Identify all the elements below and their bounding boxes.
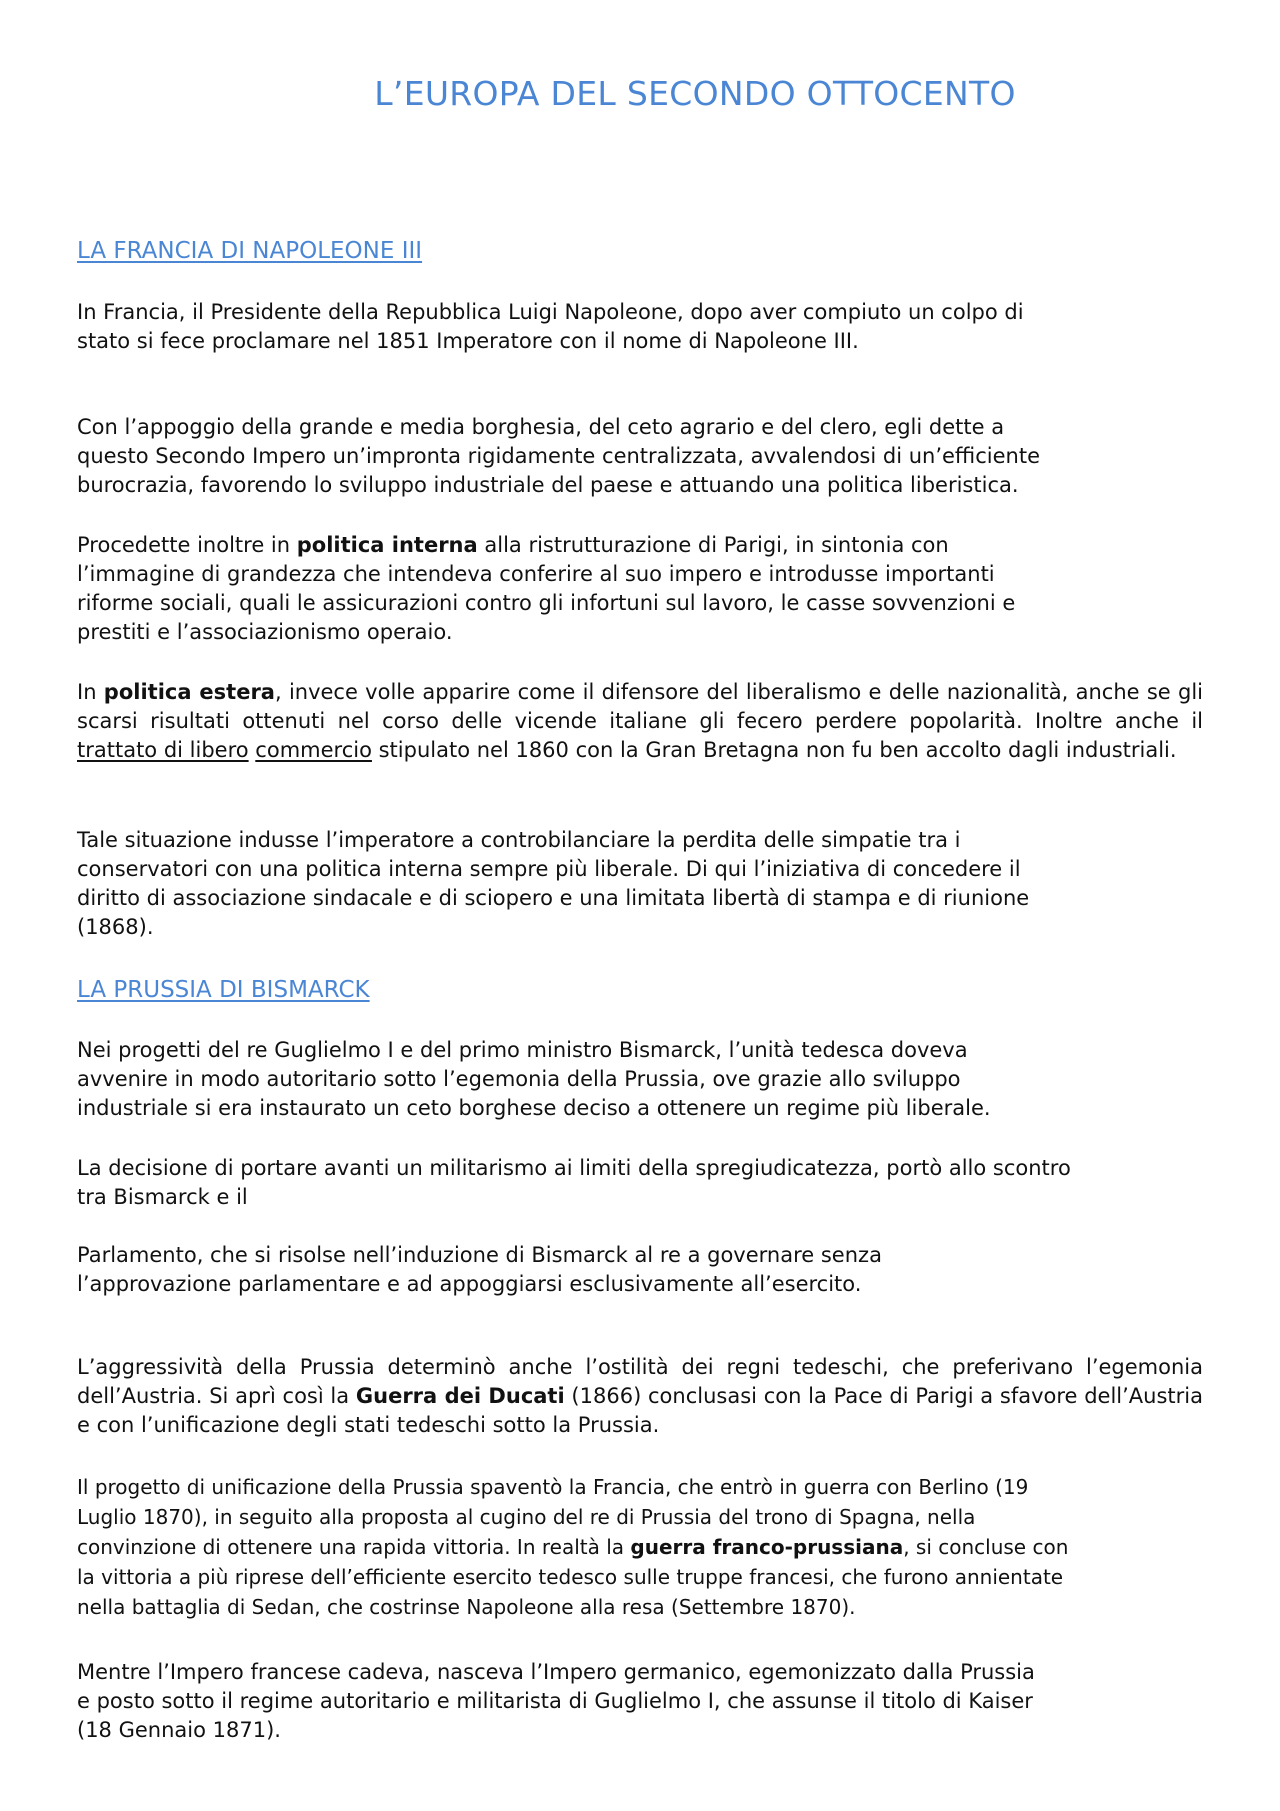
text-fragment: In — [77, 680, 104, 704]
text-fragment: Procedette inoltre in — [77, 533, 297, 557]
underlined-text: trattato di libero — [77, 738, 249, 762]
text-line: avvenire in modo autoritario sotto l’egemonia della Prussia, ove grazie allo sviluppo — [77, 1067, 961, 1091]
text-line: La decisione di portare avanti un militarismo ai limiti della spregiudicatezza, portò allo scontro — [77, 1156, 1071, 1180]
text-line: (18 Gennaio 1871). — [77, 1718, 281, 1742]
text-line: tra Bismarck e il — [77, 1185, 248, 1209]
text-fragment: , invece volle apparire come il difensore del liberalismo e delle nazionalità, anche se gli scarsi risultati ottenuti nel corso delle vicende italiane gli fecero perdere popolarità. Inoltre anche il — [77, 680, 1203, 733]
text-fragment: , si concluse con — [903, 1535, 1069, 1559]
text-line: Mentre l’Impero francese cadeva, nasceva l’Impero germanico, egemonizzato dalla Prussia — [77, 1660, 1035, 1684]
text-line: prestiti e l’associazionismo operaio. — [77, 620, 453, 644]
section-heading-prussia: LA PRUSSIA DI BISMARCK — [77, 977, 370, 1003]
paragraph-francia-5 — [77, 826, 1203, 942]
text-fragment: (1866) conclusasi con la Pace di Parigi a sfavore dell’Austria e con l’unificazione degli stati tedeschi sotto la Prussia. — [77, 1384, 1203, 1437]
text-line: la vittoria a più riprese dell’efficiente esercito tedesco sulle truppe francesi, che furono annientate — [77, 1565, 1064, 1589]
bold-term: Guerra dei Ducati — [355, 1384, 565, 1408]
paragraph-prussia-6 — [77, 1658, 1203, 1745]
text-line: questo Secondo Impero un’impronta rigidamente centralizzata, avvalendosi di un’efficiente — [77, 444, 1040, 468]
text-line: Tale situazione indusse l’imperatore a controbilanciare la perdita delle simpatie tra i — [77, 828, 961, 852]
text-fragment: alla ristrutturazione di Parigi, in sintonia con — [477, 533, 949, 557]
paragraph-prussia-4 — [77, 1353, 1203, 1440]
text-line: stato si fece proclamare nel 1851 Imperatore con il nome di Napoleone III. — [77, 329, 859, 353]
bold-term: guerra franco-prussiana — [630, 1535, 904, 1559]
text-line: Il progetto di unificazione della Prussia spaventò la Francia, che entrò in guerra con Berlino (19 — [77, 1475, 1029, 1499]
text-line: Nei progetti del re Guglielmo I e del primo ministro Bismarck, l’unità tedesca doveva — [77, 1038, 968, 1062]
paragraph-francia-1 — [77, 298, 1203, 356]
paragraph-francia-3 — [77, 531, 1203, 647]
paragraph-prussia-1 — [77, 1036, 1203, 1123]
section-heading-francia: LA FRANCIA DI NAPOLEONE III — [77, 238, 423, 264]
text-line: (1868). — [77, 915, 154, 939]
paragraph-francia-2 — [77, 413, 1203, 500]
paragraph-prussia-5 — [77, 1472, 1203, 1622]
text-line: In Francia, il Presidente della Repubblica Luigi Napoleone, dopo aver compiuto un colpo di — [77, 300, 1024, 324]
underlined-text: commercio — [255, 738, 372, 762]
paragraph-prussia-3 — [77, 1241, 1203, 1299]
paragraph-francia-4 — [77, 678, 1203, 765]
text-line: nella battaglia di Sedan, che costrinse Napoleone alla resa (Settembre 1870). — [77, 1595, 856, 1619]
text-line: riforme sociali, quali le assicurazioni contro gli infortuni sul lavoro, le casse sovvenzioni e — [77, 591, 1016, 615]
text-line: l’immagine di grandezza che intendeva conferire al suo impero e introdusse importanti — [77, 562, 995, 586]
bold-term: politica interna — [296, 533, 478, 557]
text-line: Con l’appoggio della grande e media borghesia, del ceto agrario e del clero, egli dette a — [77, 415, 1005, 439]
text-line: Luglio 1870), in seguito alla proposta al cugino del re di Prussia del trono di Spagna, nella — [77, 1505, 976, 1529]
text-line: conservatori con una politica interna sempre più liberale. Di qui l’iniziativa di concedere il — [77, 857, 1021, 881]
text-line: e posto sotto il regime autoritario e militarista di Guglielmo I, che assunse il titolo di Kaiser — [77, 1689, 1033, 1713]
text-line: Parlamento, che si risolse nell’induzione di Bismarck al re a governare senza — [77, 1243, 882, 1267]
document-title: L’EUROPA DEL SECONDO OTTOCENTO — [374, 74, 1016, 113]
text-line: diritto di associazione sindacale e di sciopero e una limitata libertà di stampa e di riunione — [77, 886, 1030, 910]
text-fragment: L’aggressività della Prussia determinò anche l’ostilità dei regni tedeschi, che preferivano l’egemonia dell’Austria. Si aprì così la — [77, 1355, 1203, 1408]
text-line: burocrazia, favorendo lo sviluppo industriale del paese e attuando una politica liberistica. — [77, 473, 1019, 497]
paragraph-prussia-2 — [77, 1154, 1203, 1212]
text-fragment: convinzione di ottenere una rapida vittoria. In realtà la — [77, 1535, 631, 1559]
text-line: industriale si era instaurato un ceto borghese deciso a ottenere un regime più liberale. — [77, 1096, 991, 1120]
text-fragment: stipulato nel 1860 con la Gran Bretagna non fu ben accolto dagli industriali. — [371, 738, 1177, 762]
bold-term: politica estera — [103, 680, 275, 704]
text-line: l’approvazione parlamentare e ad appoggiarsi esclusivamente all’esercito. — [77, 1272, 862, 1296]
